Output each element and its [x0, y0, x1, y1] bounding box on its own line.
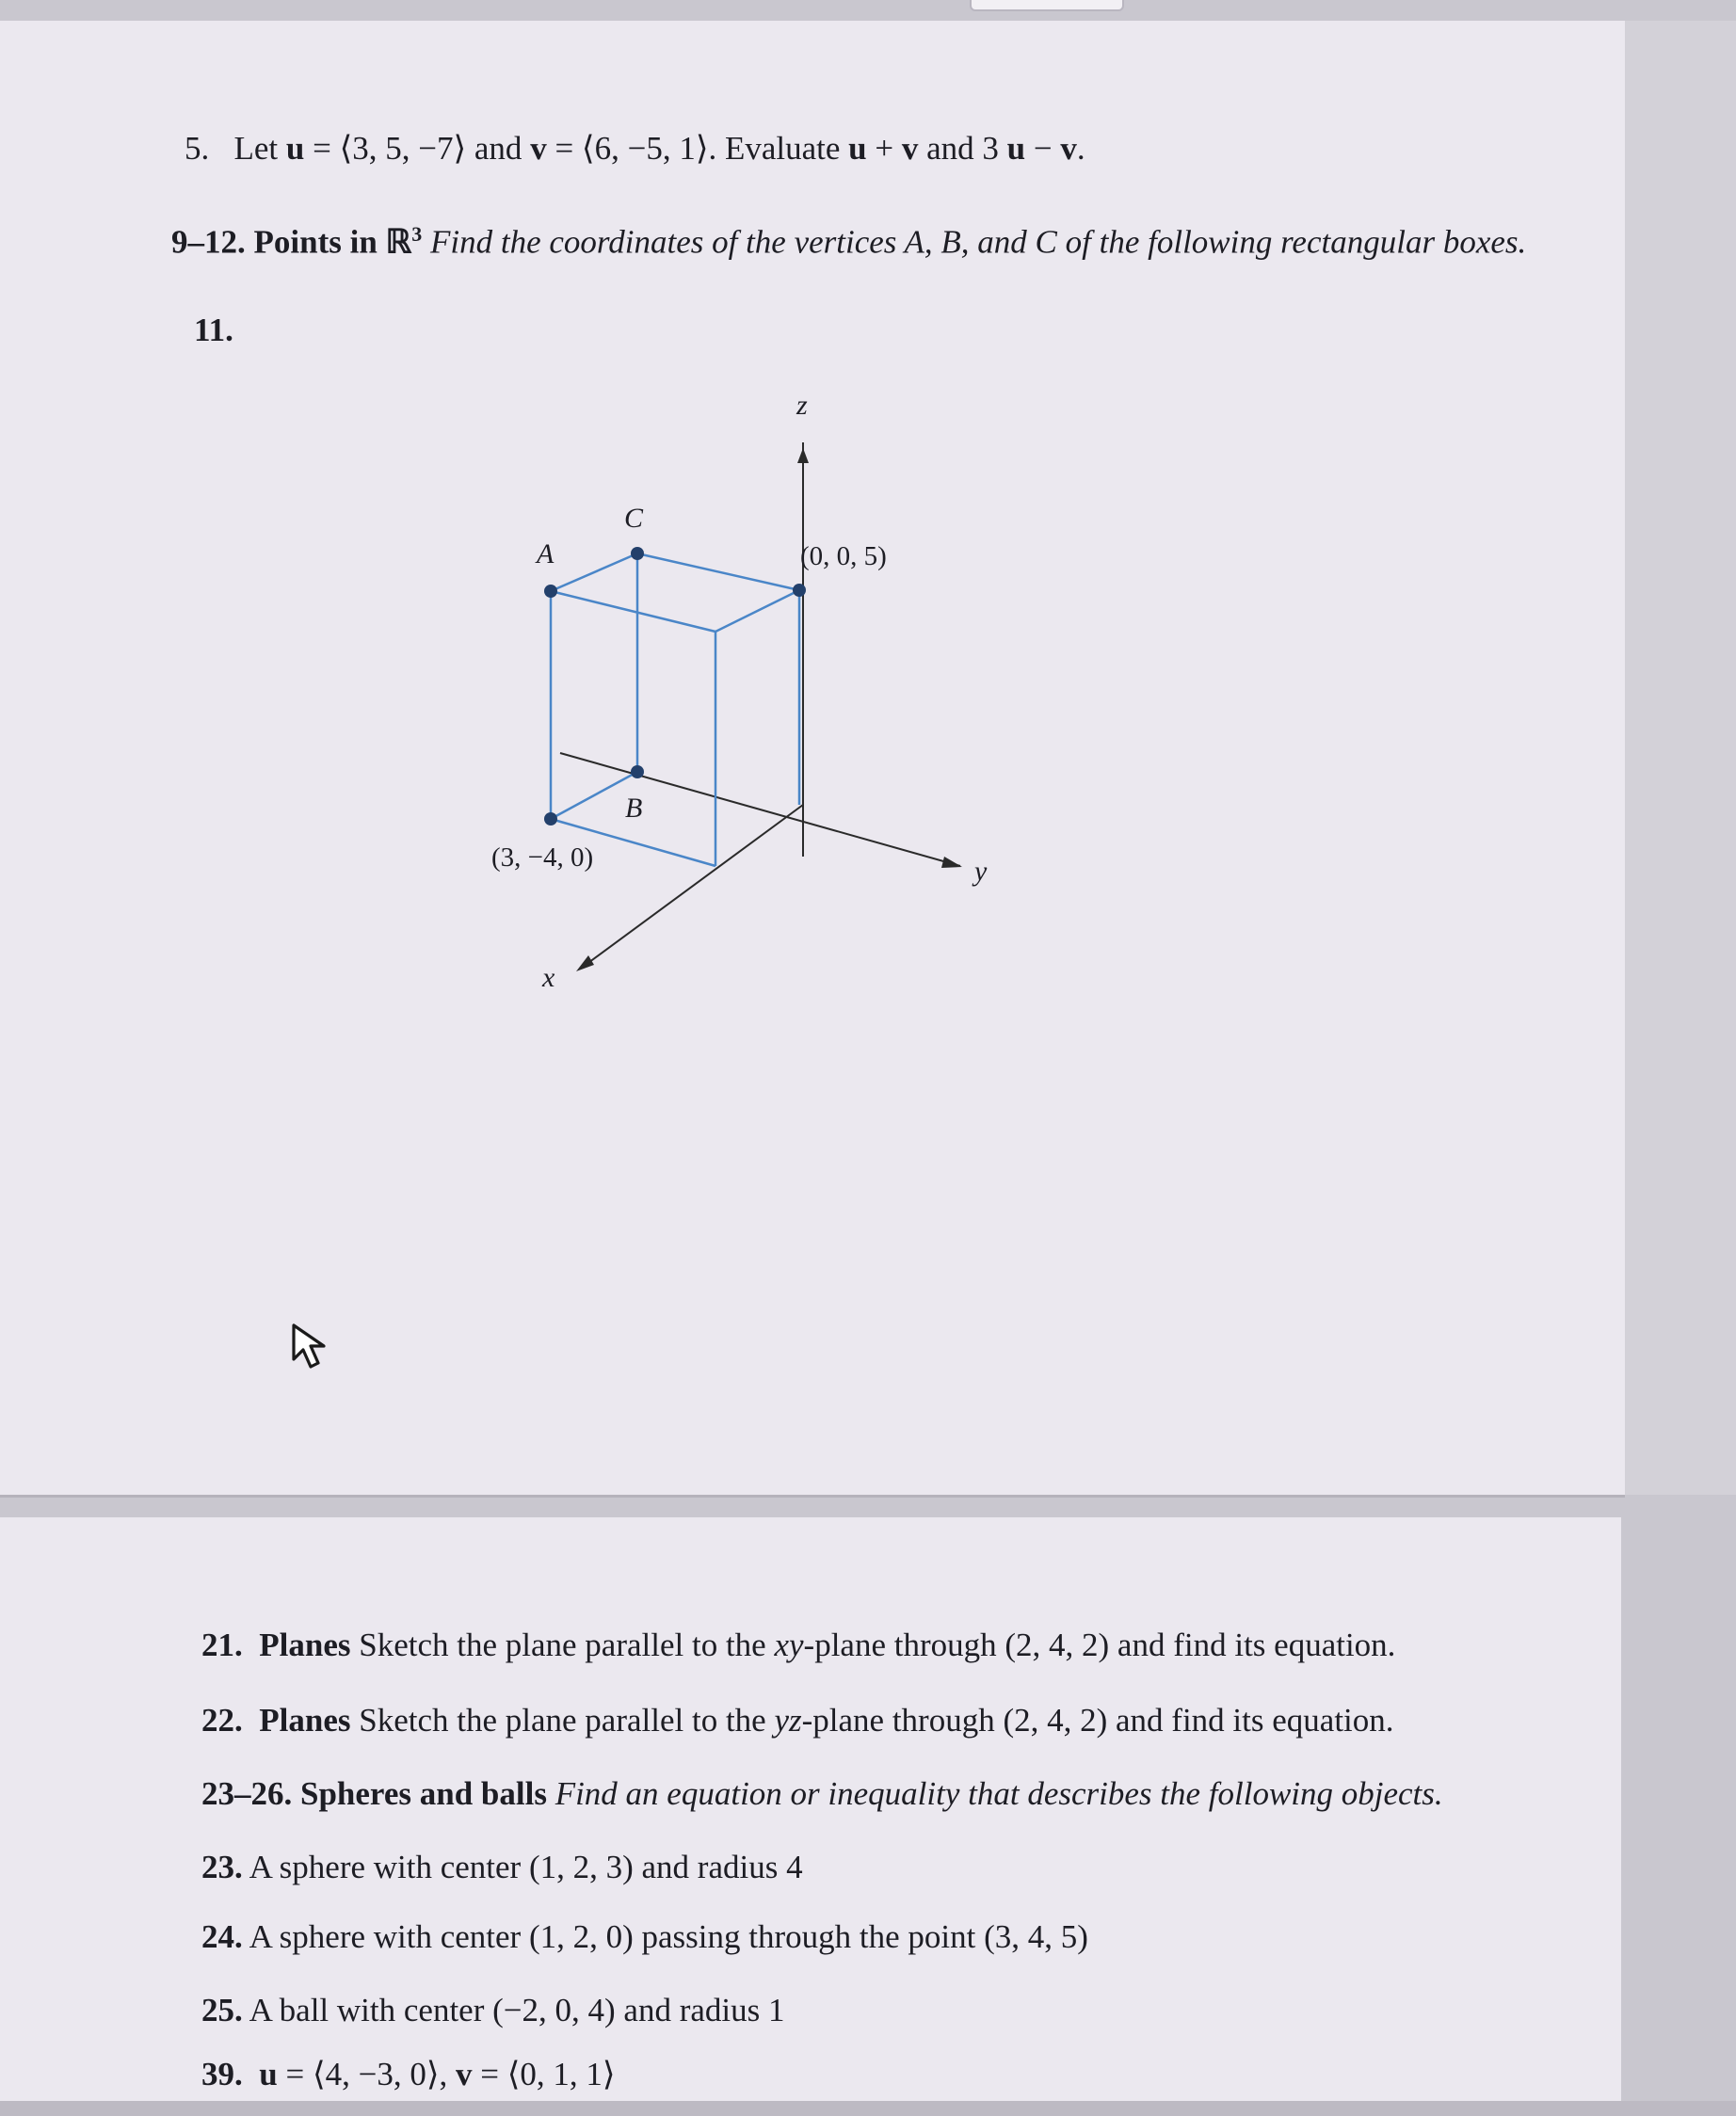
x-label: x: [542, 962, 555, 993]
x-axis: [582, 805, 803, 968]
y-axis: [560, 753, 960, 866]
problem-22: 22. Planes Sketch the plane parallel to the yz-plane through (2, 4, 2) and find its equation.: [201, 1702, 1394, 1739]
mouse-cursor-icon: [290, 1322, 343, 1382]
rectangular-box-figure: [471, 377, 1036, 1017]
z-label: z: [796, 390, 808, 421]
vertex-dots: [544, 547, 806, 826]
bottom-point-label: (3, −4, 0): [491, 842, 594, 873]
problem-21: 21. Planes Sketch the plane parallel to the xy-plane through (2, 4, 2) and find its equation.: [201, 1627, 1396, 1663]
problem-9-12-heading: 9–12. Points in ℝ$^3$ Find the coordinates of the vertices A, B, and C of the following rectangular boxes.: [171, 222, 1527, 261]
right-margin: [1625, 21, 1736, 1495]
C-label: C: [624, 503, 644, 534]
top-point-label: (0, 0, 5): [800, 541, 887, 571]
vertex-C: [631, 547, 644, 560]
A-label: A: [537, 538, 555, 569]
box-edges: [551, 553, 799, 866]
problem-11-number: 11.: [194, 312, 233, 348]
z-arrow: [797, 448, 809, 463]
problem-25: 25. A ball with center (−2, 0, 4) and radius 1: [201, 1992, 785, 2028]
problem-23-26-heading: 23–26. Spheres and balls Find an equation or inequality that describes the following objects.: [201, 1775, 1443, 1812]
B-label: B: [625, 793, 643, 824]
x-arrow: [576, 955, 594, 971]
problem-5: 5. Let u = ⟨3, 5, −7⟩ and v = ⟨6, −5, 1⟩. Evaluate u + v and 3 u − v.: [185, 130, 1085, 167]
top-tab: [970, 0, 1124, 11]
y-arrow: [941, 857, 962, 868]
bottom-margin: [0, 2101, 1736, 2116]
problem-24: 24. A sphere with center (1, 2, 0) passing through the point (3, 4, 5): [201, 1918, 1088, 1955]
problem-39: 39. u = ⟨4, −3, 0⟩, v = ⟨0, 1, 1⟩: [201, 2056, 616, 2092]
problem-23: 23. A sphere with center (1, 2, 3) and radius 4: [201, 1849, 803, 1885]
vertex-B: [631, 765, 644, 778]
y-label: y: [974, 856, 988, 887]
vertex-A: [544, 585, 557, 598]
vertex-bottom: [544, 812, 557, 826]
vertex-top: [793, 584, 806, 597]
